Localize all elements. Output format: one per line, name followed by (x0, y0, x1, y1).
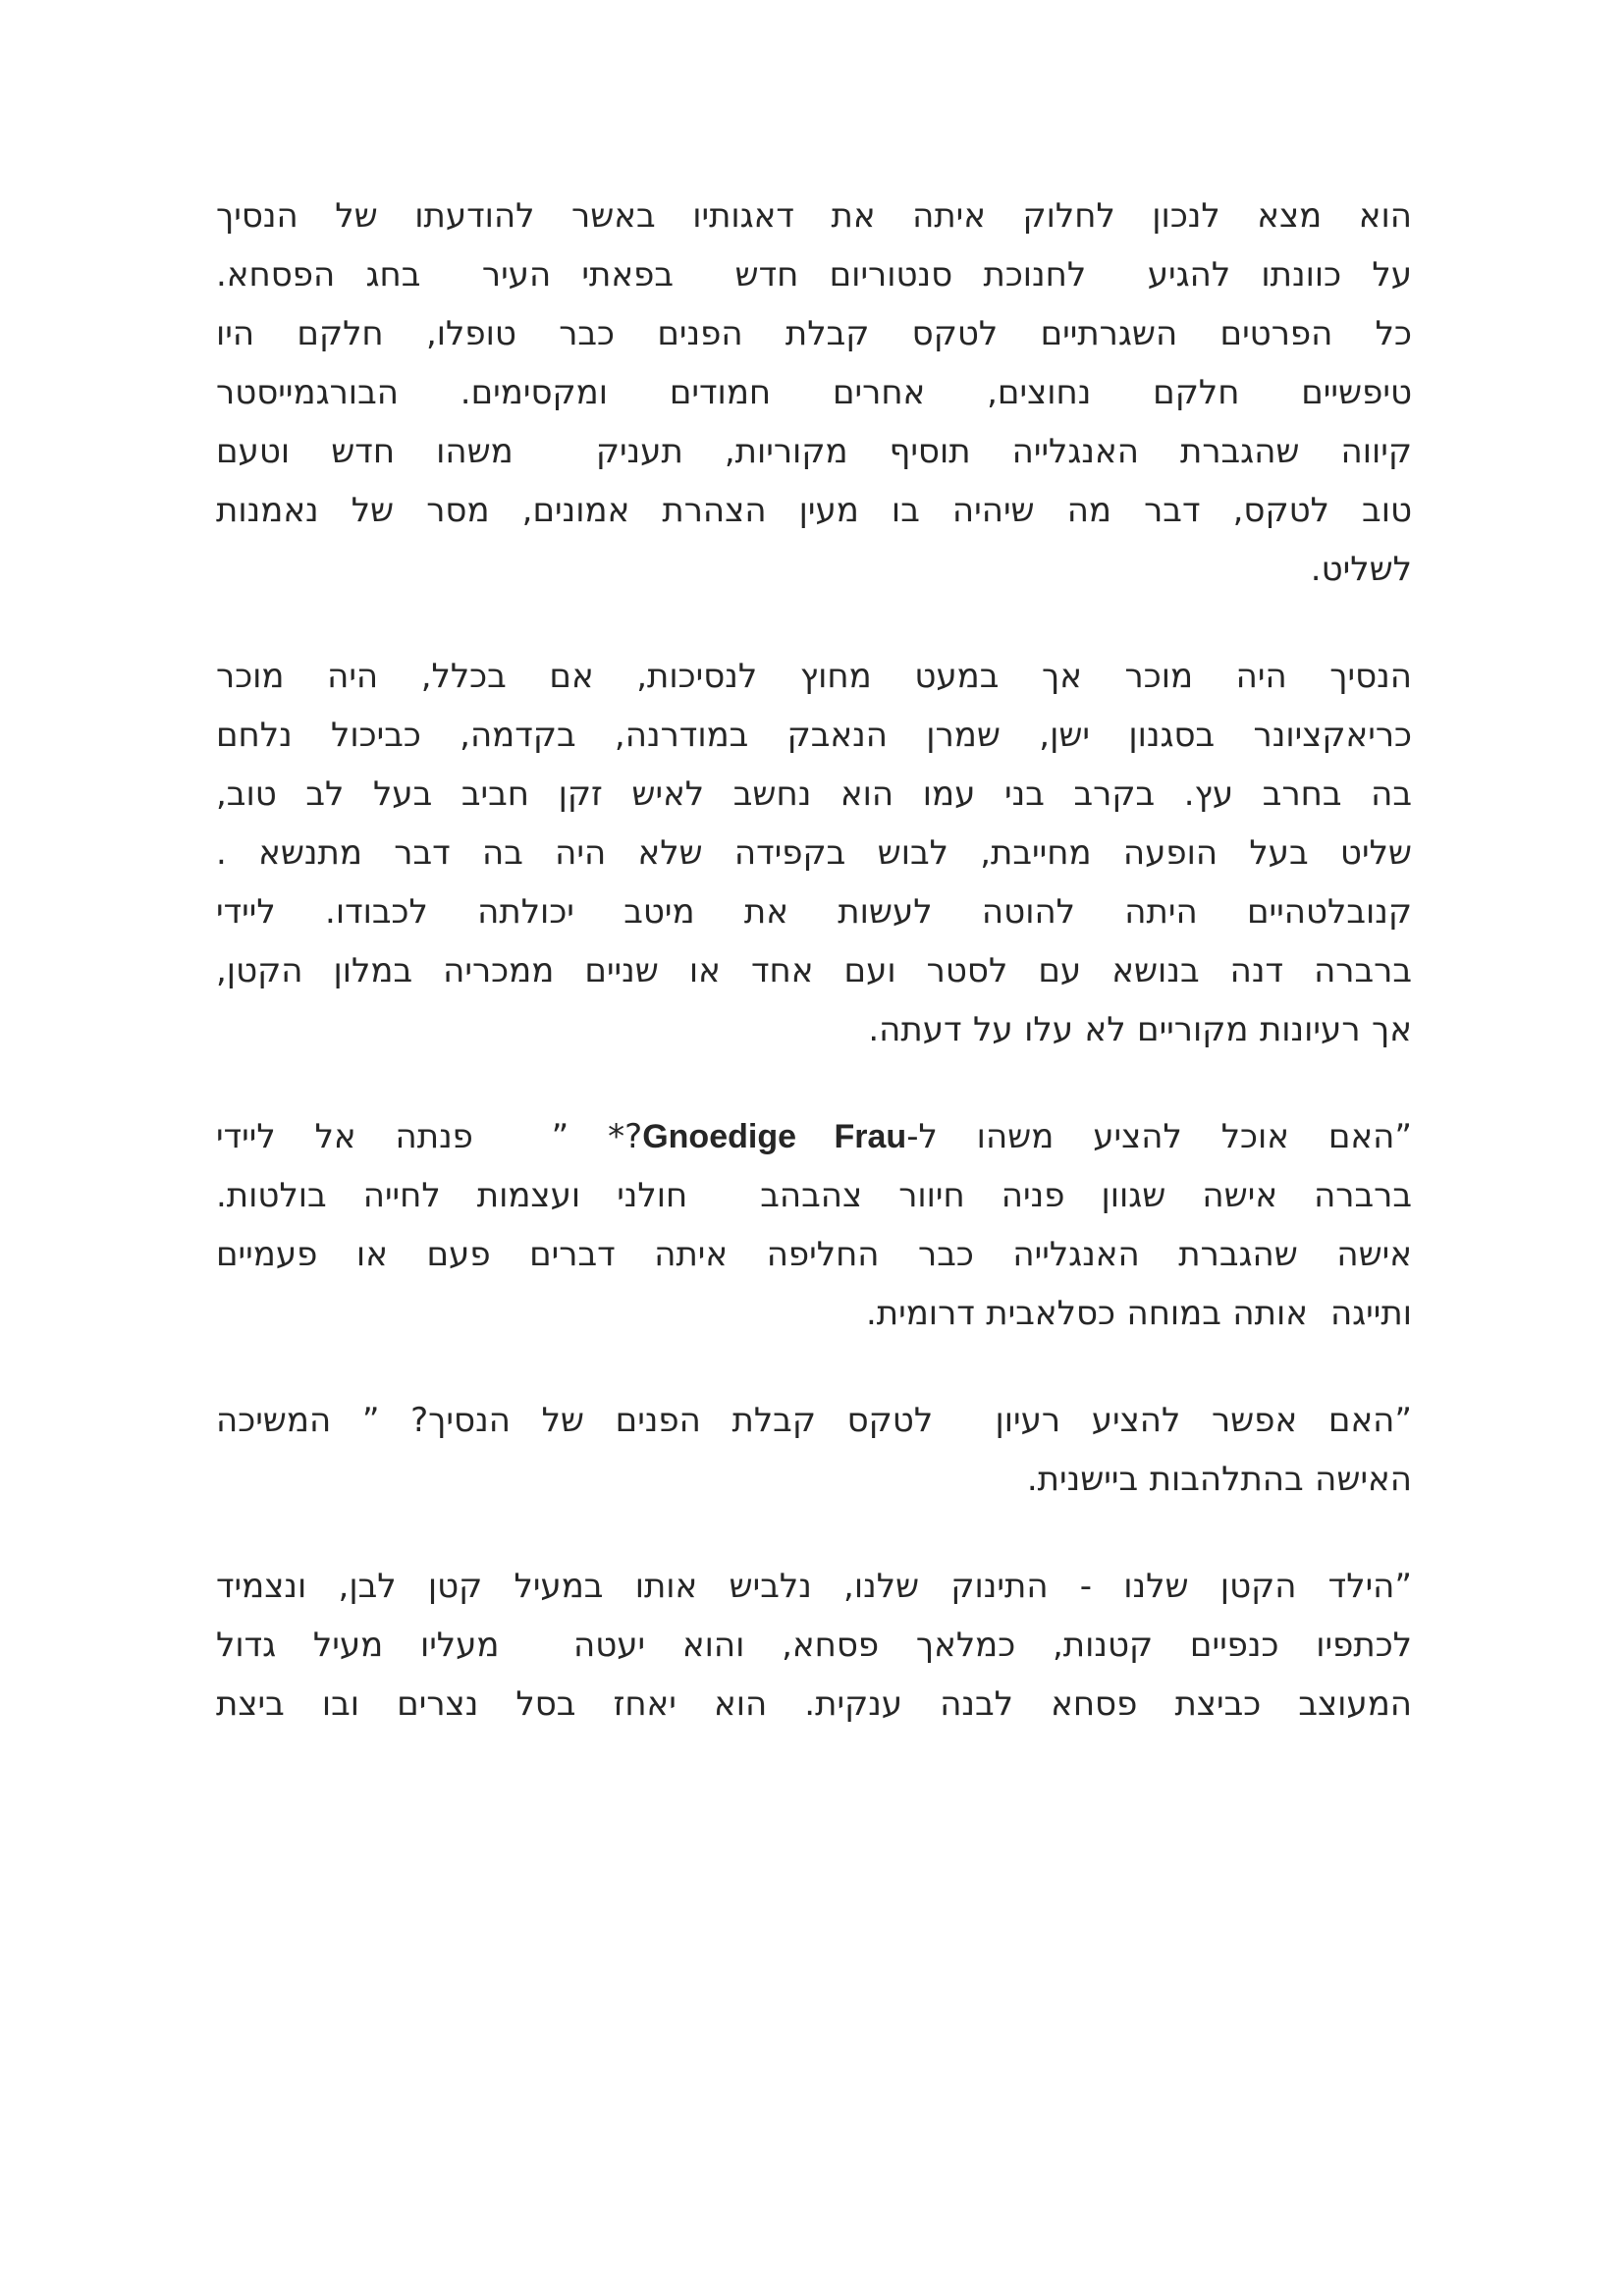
text-line: טיפשיים חלקם נחוצים, אחרים חמודים ומקסימים. הבורגמייסטר (216, 373, 1412, 412)
text-line: טוב לטקס, דבר מה שיהיה בו מעין הצהרת אמונים, מסר של נאמנות (216, 491, 1412, 530)
text-line: כל הפרטים השגרתיים לטקס קבלת הפנים כבר טופלו, חלקם היו (216, 314, 1412, 353)
paragraph-2 (216, 647, 1412, 1059)
text-segment: ?* ” פנתה אל ליידי (216, 1117, 643, 1156)
text-line: ברברה אישה שגוון פניה חיוור צהבהב חולני ועצמות לחייה בולטות. (216, 1176, 1412, 1215)
paragraph-5 (216, 1557, 1412, 1734)
text-line: ברברה דנה בנושא עם לסטר ועם אחד או שניים ממכריה במלון הקטן, (216, 951, 1412, 990)
text-line: אישה שהגברת האנגלייה כבר החליפה איתה דברים פעם או פעמיים (216, 1235, 1412, 1274)
text-line: ”הילד הקטן שלנו - התינוק שלנו, נלביש אותו במעיל קטן לבן, ונצמיד (216, 1567, 1412, 1606)
text-line: כריאקציונר בסגנון ישן, שמרן הנאבק במודרנה, בקדמה, כביכול נלחם (216, 716, 1412, 755)
text-line: המעוצב כביצת פסחא לבנה ענקית. הוא יאחז בסל נצרים ובו ביצת (216, 1684, 1412, 1724)
text-line: קיווה שהגברת האנגלייה תוסיף מקוריות, תעניק משהו חדש וטעם (216, 432, 1412, 471)
text-line: לכתפיו כנפיים קטנות, כמלאך פסחא, והוא יעטה מעליו מעיל גדול (216, 1626, 1412, 1665)
paragraph-4 (216, 1391, 1412, 1509)
text-line: הוא מצא לנכון לחלוק איתה את דאגותיו באשר להודעתו של הנסיך (216, 196, 1412, 236)
text-line: ותייגה אותה במוחה כסלאבית דרומית. (865, 1294, 1412, 1333)
text-segment: ”האם אוכל להציע משהו ל- (906, 1117, 1412, 1156)
paragraph-3 (216, 1107, 1412, 1343)
inline-latin-term: Gnoedige Frau (642, 1118, 907, 1155)
paragraph-1 (216, 187, 1412, 599)
text-line: הנסיך היה מוכר אך במעט מחוץ לנסיכות, אם בכלל, היה מוכר (216, 657, 1412, 696)
text-line: בה בחרב עץ. בקרב בני עמו הוא נחשב לאיש זקן חביב בעל לב טוב, (216, 774, 1412, 814)
text-line: קנובלטהיים היתה להוטה לעשות את מיטב יכולתה לכבודו. ליידי (216, 892, 1412, 932)
text-line: שליט בעל הופעה מחייבת, לבוש בקפידה שלא היה בה דבר מתנשא . (216, 833, 1412, 873)
text-line: לשליט. (1310, 550, 1412, 589)
text-line: אך רעיונות מקוריים לא עלו על דעתה. (868, 1010, 1412, 1049)
text-line: ”האם אפשר להציע רעיון לטקס קבלת הפנים של הנסיך? ” המשיכה (216, 1401, 1412, 1440)
text-line-mixed (216, 1107, 1412, 1166)
text-line: האישה בהתלהבות ביישנית. (1026, 1460, 1412, 1499)
document-body (216, 187, 1412, 1782)
text-line: על כוונתו להגיע לחנוכת סנטוריום חדש בפאתי העיר בחג הפסחא. (216, 255, 1412, 294)
